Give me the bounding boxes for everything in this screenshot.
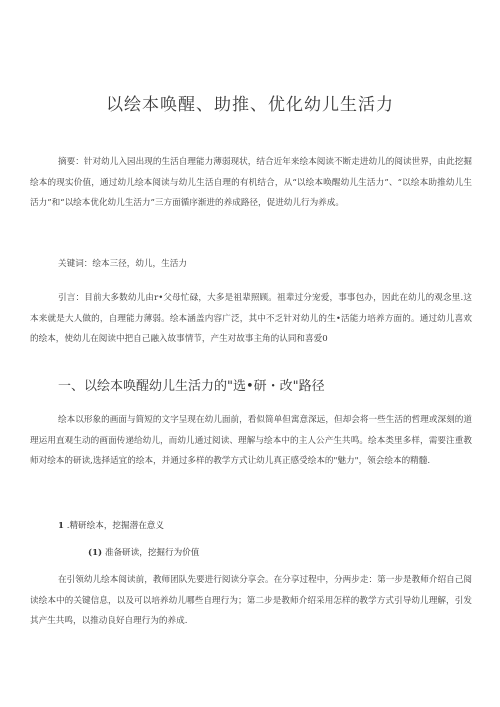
subsubsection-1-title: 准备研读，挖掘行为价值	[104, 548, 200, 558]
subsubsection-1-number: (1)	[88, 548, 103, 558]
section-1-heading: 一、以绘本唤醒幼儿生活力的"选•研・改"路径	[58, 379, 325, 394]
subsection-1-title: .精研绘本，挖掘潜在意义	[66, 521, 164, 531]
section-1-paragraph: 绘本以形象的画面与简短的文字呈现在幼儿面前，看似简单但寓意深远，但却会将一些生活的哲理或深刻的道理运用直观生动的画面传递给幼儿，而幼儿通过阅读、理解与绘本中的主人公产生共鸣。绘本类里多样，需要注重教师对绘本的研读,选择适宜的绘本，并通过多样的教学方式让幼儿真正感受绘本的"魅力"，领会绘本的精髓.	[30, 415, 472, 466]
introduction-paragraph: 引言：目前大多数幼儿由r•父母忙碌，大多是祖辈照顾。祖辈过分宠爱，事事包办，因此在幼儿的观念里.这本来就是大人做的，自理能力薄弱。绘本涵盖内容广泛，其中不乏针对幼儿的生•活能力培养方面的。通过幼儿喜欢的绘本，使幼儿在阅读中把自己融入故事情节，产生对故事主角的认同和喜爱0	[30, 293, 472, 344]
subsection-1-number: 1	[58, 521, 64, 531]
subsubsection-1-heading	[88, 546, 199, 558]
keywords-line: 关键词：绘本三径，幼儿，生活力	[58, 259, 187, 269]
subsection-1-heading	[58, 519, 164, 531]
subsubsection-1-paragraph: 在引领幼儿绘本阅读前，教师团队先要进行阅读分享会。在分享过程中，分两步走：第一步是教师介绍自己阅读绘本中的关键信息，以及可以培养幼儿哪些自理行为；第二步是教师介绍采用怎样的教学方式引导幼儿理解，引发其产生共鸣，以推动良好自理行为的养成.	[30, 575, 472, 626]
abstract-paragraph: 摘要：针对幼儿入园出现的生活自理能力薄弱现状，结合近年来绘本阅读不断走进幼儿的阅读世界，由此挖掘绘本的现实价值，通过幼儿绘本阅读与幼儿生活自理的有机结合，从“以绘本唤醒幼儿生活力”、“以绘本助推幼儿生活力”和“以绘本优化幼儿生活力”三方面循序渐进的养成路径，促进幼儿行为养成。	[30, 157, 472, 208]
document-title: 以绘本唤醒、助推、优化幼儿生活力	[106, 95, 394, 115]
